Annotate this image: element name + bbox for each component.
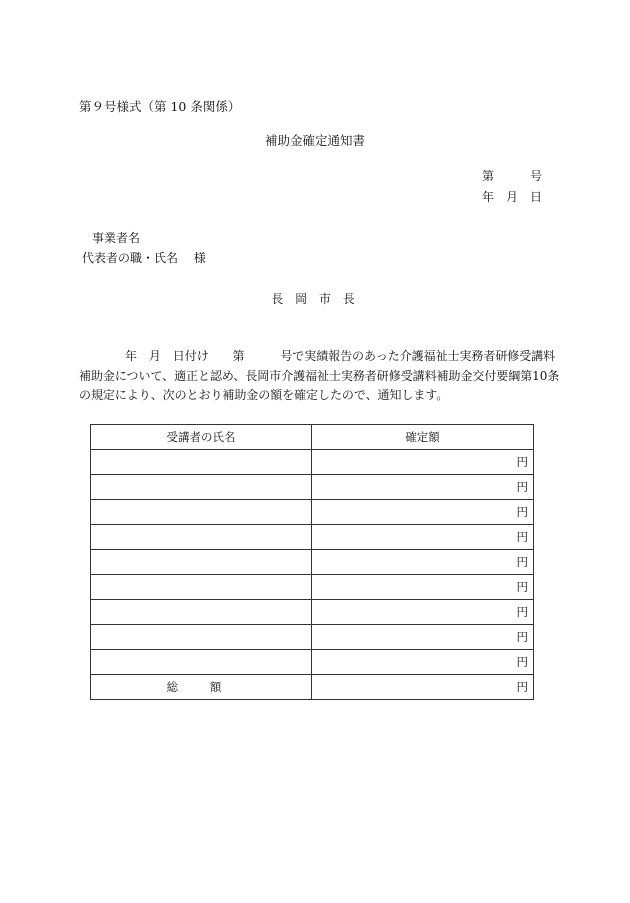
participant-name-cell[interactable] [91, 575, 312, 600]
total-row [91, 675, 534, 700]
number-suffix: 号 [529, 169, 542, 183]
header-participant-name: 受講者の氏名 [91, 425, 312, 450]
sender-name: 長 岡 市 長 [271, 292, 359, 306]
table-row [91, 500, 534, 525]
total-label: 総 額 [91, 675, 312, 700]
amount-cell[interactable]: 円 [312, 650, 534, 675]
total-amount-cell[interactable]: 円 [312, 675, 534, 700]
date-year: 年 [482, 190, 495, 204]
business-name-label: 事業者名 [92, 231, 141, 245]
participant-name-cell[interactable] [91, 550, 312, 575]
amount-cell[interactable]: 円 [312, 475, 534, 500]
table-row [91, 475, 534, 500]
document-number-line [482, 167, 542, 184]
table-row [91, 650, 534, 675]
participant-name-cell[interactable] [91, 475, 312, 500]
notice-body [79, 347, 560, 406]
body-line: 補助金について、適正と認め、長岡市介護福祉士実務者研修受講料補助金交付要綱第10条 [79, 368, 560, 383]
amount-cell[interactable]: 円 [312, 625, 534, 650]
table-row [91, 550, 534, 575]
table-header-row [91, 425, 534, 450]
amount-cell[interactable]: 円 [312, 600, 534, 625]
participant-name-cell[interactable] [91, 600, 312, 625]
date-day: 日 [529, 190, 542, 204]
body-line: 年 月 日付け 第 号で実績報告のあった介護福祉士実務者研修受講料 [125, 349, 556, 363]
representative-label: 代表者の職・氏名 様 [82, 251, 206, 265]
document-date-line [482, 188, 542, 205]
participant-name-cell[interactable] [91, 450, 312, 475]
table-row [91, 575, 534, 600]
body-line: の規定により、次のとおり補助金の額を確定したので、通知します。 [79, 388, 449, 402]
amount-cell[interactable]: 円 [312, 500, 534, 525]
table-row [91, 525, 534, 550]
participant-name-cell[interactable] [91, 650, 312, 675]
table-row [91, 600, 534, 625]
amount-cell[interactable]: 円 [312, 450, 534, 475]
amount-cell[interactable]: 円 [312, 525, 534, 550]
participant-name-cell[interactable] [91, 625, 312, 650]
header-confirmed-amount: 確定額 [312, 425, 534, 450]
amount-cell[interactable]: 円 [312, 550, 534, 575]
document-title: 補助金確定通知書 [264, 133, 365, 148]
number-prefix: 第 [482, 169, 495, 183]
form-number: 第９号様式（第 10 条関係） [79, 99, 241, 114]
table-row [91, 450, 534, 475]
date-month: 月 [505, 190, 518, 204]
amount-cell[interactable]: 円 [312, 575, 534, 600]
subsidy-amount-table [90, 424, 534, 700]
participant-name-cell[interactable] [91, 500, 312, 525]
participant-name-cell[interactable] [91, 525, 312, 550]
table-row [91, 625, 534, 650]
